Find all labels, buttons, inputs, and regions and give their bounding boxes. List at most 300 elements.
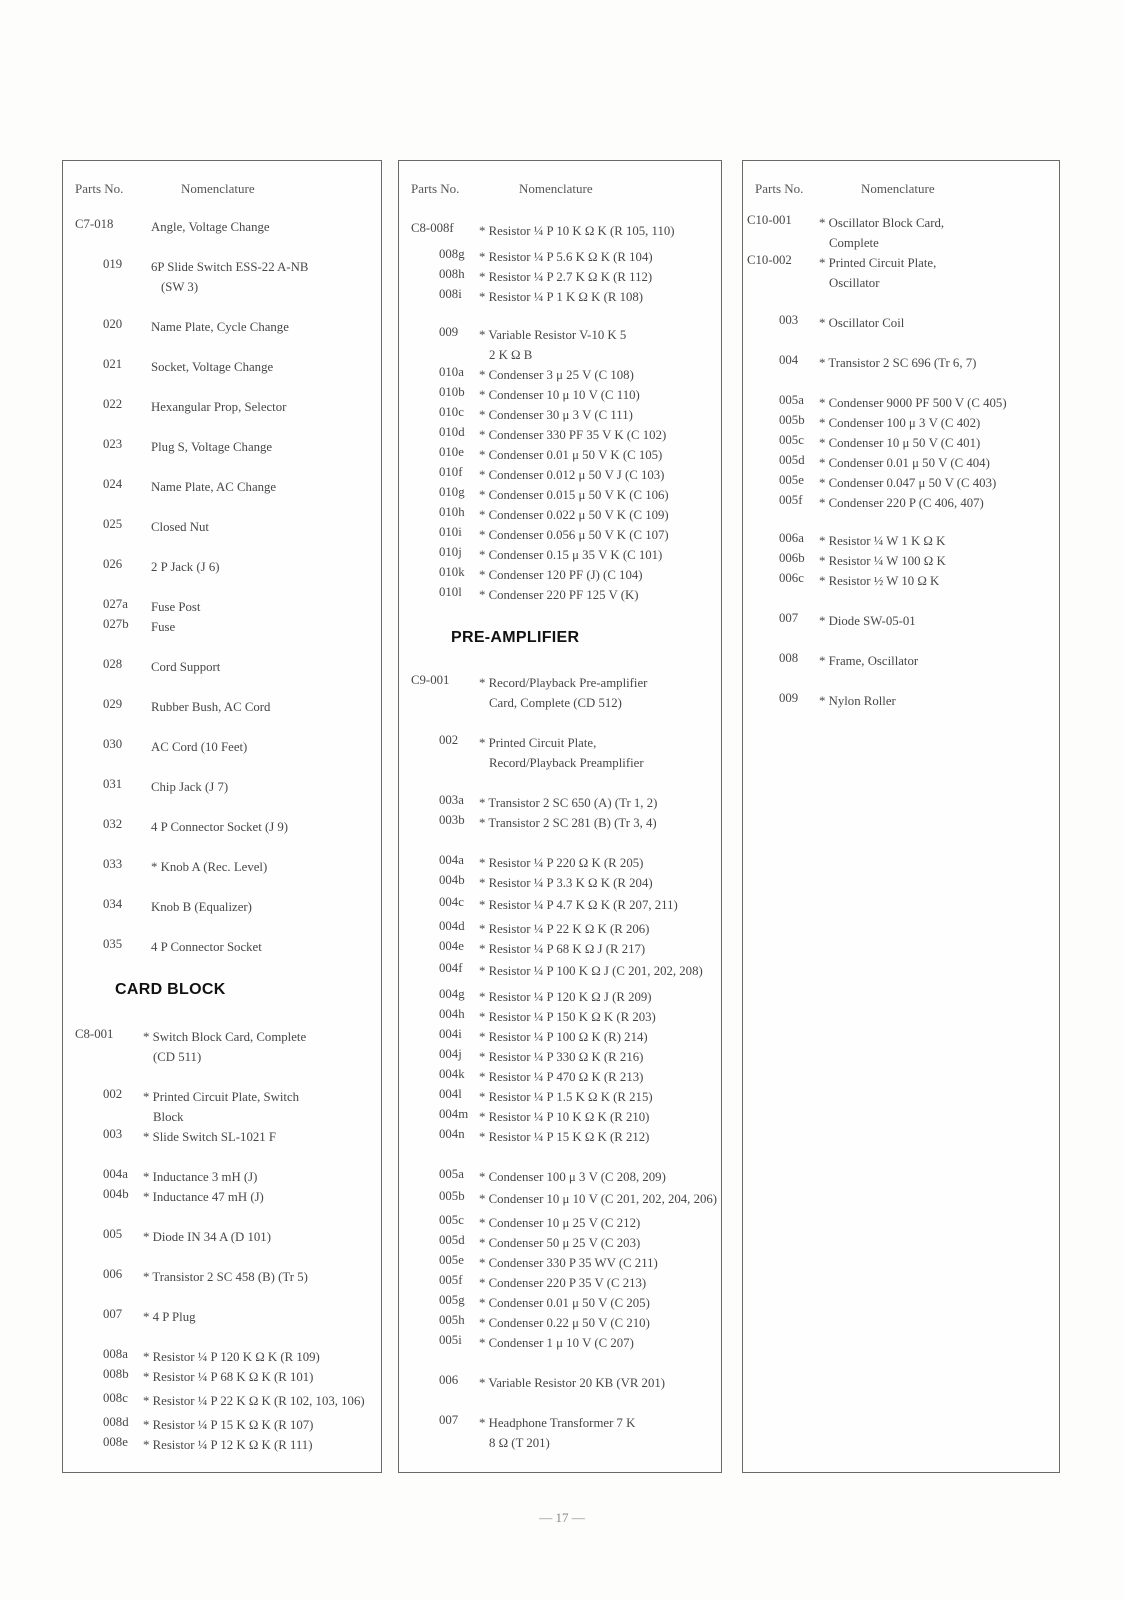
part-nomenclature — [819, 213, 944, 253]
nomenclature-line: * Condenser 220 P (C 406, 407) — [819, 496, 984, 510]
nomenclature-line: * Resistor ¼ P 3.3 K Ω K (R 204) — [479, 876, 653, 890]
part-nomenclature — [479, 1047, 643, 1067]
part-number: 010g — [439, 485, 465, 499]
part-number: C10-001 — [747, 213, 792, 227]
nomenclature-line: * Resistor ¼ P 220 Ω K (R 205) — [479, 856, 644, 870]
part-nomenclature — [479, 385, 640, 405]
part-number: 010l — [439, 585, 462, 599]
nomenclature-line: * Resistor ¼ P 12 K Ω K (R 111) — [143, 1438, 313, 1452]
part-number: 010d — [439, 425, 465, 439]
part-number: 006c — [779, 571, 804, 585]
part-nomenclature — [143, 1027, 306, 1067]
part-number: 008c — [103, 1391, 128, 1405]
nomenclature-line: * Resistor ¼ W 100 Ω K — [819, 554, 946, 568]
nomenclature-line: 4 P Connector Socket — [151, 940, 262, 954]
part-number: 005h — [439, 1313, 465, 1327]
nomenclature-line: * Condenser 0.047 μ 50 V (C 403) — [819, 476, 997, 490]
part-nomenclature — [479, 1333, 634, 1353]
part-number: 004a — [103, 1167, 128, 1181]
part-number: 005i — [439, 1333, 462, 1347]
part-nomenclature — [151, 517, 209, 537]
part-nomenclature — [479, 673, 647, 713]
part-nomenclature — [479, 485, 669, 505]
parts-column-1 — [62, 160, 382, 1473]
part-number: 010e — [439, 445, 464, 459]
part-number: 003 — [779, 313, 799, 327]
part-nomenclature — [143, 1347, 320, 1367]
part-number: 009 — [439, 325, 459, 339]
part-nomenclature — [143, 1435, 312, 1455]
nomenclature-line: * Condenser 100 μ 3 V (C 402) — [819, 416, 981, 430]
part-number: 004h — [439, 1007, 465, 1021]
part-number: 004f — [439, 961, 463, 975]
part-nomenclature — [479, 733, 644, 773]
nomenclature-line: * Condenser 9000 PF 500 V (C 405) — [819, 396, 1007, 410]
part-number: 021 — [103, 357, 123, 371]
part-number: 020 — [103, 317, 123, 331]
nomenclature-line: AC Cord (10 Feet) — [151, 740, 248, 754]
nomenclature-line: Name Plate, Cycle Change — [151, 320, 289, 334]
nomenclature-line: Rubber Bush, AC Cord — [151, 700, 271, 714]
part-number: 007 — [439, 1413, 459, 1427]
section-title-card-block: CARD BLOCK — [115, 981, 226, 998]
part-nomenclature — [479, 1167, 666, 1187]
part-number: 030 — [103, 737, 123, 751]
part-number: 010i — [439, 525, 462, 539]
nomenclature-line: * Record/Playback Pre-amplifier — [479, 676, 648, 690]
part-nomenclature — [151, 657, 220, 677]
nomenclature-line: * Resistor ¼ P 150 K Ω K (R 203) — [479, 1010, 656, 1024]
part-nomenclature — [479, 1273, 646, 1293]
part-number: 005e — [779, 473, 804, 487]
part-number: 006 — [439, 1373, 459, 1387]
part-number: 005a — [779, 393, 804, 407]
part-nomenclature — [819, 651, 918, 671]
nomenclature-line: * Diode IN 34 A (D 101) — [143, 1230, 271, 1244]
part-number: 004a — [439, 853, 464, 867]
part-nomenclature — [819, 253, 936, 293]
part-nomenclature — [819, 531, 945, 551]
part-nomenclature — [479, 287, 643, 307]
nomenclature-line: Cord Support — [151, 660, 221, 674]
nomenclature-line: * Resistor ¼ P 2.7 K Ω K (R 112) — [479, 270, 653, 284]
nomenclature-line: Fuse — [151, 620, 176, 634]
section-title-pre-amplifier: PRE-AMPLIFIER — [451, 629, 580, 646]
nomenclature-line: * Headphone Transformer 7 K — [479, 1416, 636, 1430]
part-number: 010h — [439, 505, 465, 519]
nomenclature-line: * Condenser 0.22 μ 50 V (C 210) — [479, 1316, 650, 1330]
nomenclature-line: Oscillator — [829, 276, 880, 290]
nomenclature-line: Card, Complete (CD 512) — [489, 696, 622, 710]
part-number: 005f — [439, 1273, 463, 1287]
part-number: 002 — [439, 733, 459, 747]
part-number: 005b — [779, 413, 805, 427]
part-number: 005d — [439, 1233, 465, 1247]
nomenclature-line: Plug S, Voltage Change — [151, 440, 273, 454]
nomenclature-line: * Printed Circuit Plate, — [479, 736, 597, 750]
nomenclature-line: Complete — [829, 236, 879, 250]
nomenclature-line: * Condenser 100 μ 3 V (C 208, 209) — [479, 1170, 666, 1184]
part-nomenclature — [151, 777, 228, 797]
part-number: 008i — [439, 287, 462, 301]
part-nomenclature — [819, 453, 990, 473]
nomenclature-line: * Slide Switch SL-1021 F — [143, 1130, 276, 1144]
part-nomenclature — [479, 585, 639, 605]
nomenclature-line: * Condenser 0.012 μ 50 V J (C 103) — [479, 468, 665, 482]
part-number: 029 — [103, 697, 123, 711]
nomenclature-line: * Transistor 2 SC 281 (B) (Tr 3, 4) — [479, 816, 657, 830]
nomenclature-line: * 4 P Plug — [143, 1310, 196, 1324]
part-number: 004 — [779, 353, 799, 367]
part-nomenclature — [479, 267, 652, 287]
part-nomenclature — [479, 793, 657, 813]
part-number: 005a — [439, 1167, 464, 1181]
nomenclature-line: 2 P Jack (J 6) — [151, 560, 220, 574]
nomenclature-line: * Condenser 30 μ 3 V (C 111) — [479, 408, 633, 422]
nomenclature-line: Angle, Voltage Change — [151, 220, 270, 234]
part-number: 031 — [103, 777, 123, 791]
part-number: 027a — [103, 597, 128, 611]
header-parts-no: Parts No. — [411, 181, 460, 196]
part-nomenclature — [479, 1313, 650, 1333]
part-nomenclature — [143, 1087, 299, 1127]
nomenclature-line: * Printed Circuit Plate, — [819, 256, 937, 270]
nomenclature-line: Hexangular Prop, Selector — [151, 400, 287, 414]
nomenclature-line: * Printed Circuit Plate, Switch — [143, 1090, 300, 1104]
part-nomenclature — [151, 817, 288, 837]
part-number: 024 — [103, 477, 123, 491]
part-number: 006b — [779, 551, 805, 565]
nomenclature-line: * Condenser 50 μ 25 V (C 203) — [479, 1236, 641, 1250]
nomenclature-line: * Resistor ¼ P 22 K Ω K (R 206) — [479, 922, 650, 936]
header-nomenclature: Nomenclature — [181, 181, 255, 196]
part-number: 005f — [779, 493, 803, 507]
part-nomenclature — [819, 393, 1007, 413]
part-nomenclature — [151, 477, 276, 497]
part-nomenclature — [479, 939, 645, 959]
nomenclature-line: Fuse Post — [151, 600, 201, 614]
part-number: 004j — [439, 1047, 462, 1061]
part-nomenclature — [143, 1367, 313, 1387]
nomenclature-line: * Oscillator Block Card, — [819, 216, 945, 230]
part-nomenclature — [151, 697, 270, 717]
part-nomenclature — [479, 873, 653, 893]
page-number: — 17 — — [539, 1510, 585, 1525]
part-number: 008 — [779, 651, 799, 665]
part-nomenclature — [143, 1415, 313, 1435]
part-number: 004k — [439, 1067, 465, 1081]
nomenclature-line: * Condenser 0.022 μ 50 V K (C 109) — [479, 508, 669, 522]
part-number: 028 — [103, 657, 123, 671]
part-nomenclature — [479, 1189, 717, 1209]
nomenclature-line: * Resistor ¼ P 100 K Ω J (C 201, 202, 208) — [479, 964, 703, 978]
part-number: 033 — [103, 857, 123, 871]
header-nomenclature: Nomenclature — [519, 181, 593, 196]
nomenclature-line: Name Plate, AC Change — [151, 480, 277, 494]
nomenclature-line: * Condenser 330 P 35 WV (C 211) — [479, 1256, 658, 1270]
part-number: 025 — [103, 517, 123, 531]
nomenclature-line: * Condenser 330 PF 35 V K (C 102) — [479, 428, 667, 442]
part-nomenclature — [479, 1233, 640, 1253]
part-nomenclature — [151, 257, 308, 297]
nomenclature-line: * Condenser 10 μ 10 V (C 110) — [479, 388, 640, 402]
part-nomenclature — [151, 897, 252, 917]
nomenclature-line: * Frame, Oscillator — [819, 654, 919, 668]
part-nomenclature — [151, 857, 267, 877]
nomenclature-line: * Resistor ¼ P 15 K Ω K (R 107) — [143, 1418, 314, 1432]
part-number: 003b — [439, 813, 465, 827]
part-nomenclature — [143, 1267, 308, 1287]
part-nomenclature — [479, 1027, 648, 1047]
nomenclature-line: * Resistor ¼ P 15 K Ω K (R 212) — [479, 1130, 650, 1144]
nomenclature-line: * Condenser 0.01 μ 50 V (C 404) — [819, 456, 990, 470]
nomenclature-line: * Resistor ¼ P 5.6 K Ω K (R 104) — [479, 250, 653, 264]
part-nomenclature — [143, 1167, 257, 1187]
part-nomenclature — [479, 425, 666, 445]
part-nomenclature — [151, 557, 219, 577]
part-number: 004e — [439, 939, 464, 953]
part-number: 008g — [439, 247, 465, 261]
part-number: C9-001 — [411, 673, 450, 687]
nomenclature-line: (SW 3) — [161, 280, 199, 294]
nomenclature-line: * Resistor ¼ P 120 K Ω K (R 109) — [143, 1350, 320, 1364]
nomenclature-line: * Resistor ¼ P 68 K Ω J (R 217) — [479, 942, 646, 956]
part-nomenclature — [819, 551, 946, 571]
part-number: 027b — [103, 617, 129, 631]
header-nomenclature: Nomenclature — [861, 181, 935, 196]
part-number: 008a — [103, 1347, 128, 1361]
part-number: 032 — [103, 817, 123, 831]
part-nomenclature — [819, 433, 980, 453]
nomenclature-line: * Resistor ¼ W 1 K Ω K — [819, 534, 946, 548]
nomenclature-line: * Inductance 47 mH (J) — [143, 1190, 264, 1204]
nomenclature-line: * Condenser 220 P 35 V (C 213) — [479, 1276, 647, 1290]
part-number: 010k — [439, 565, 465, 579]
part-nomenclature — [819, 353, 976, 373]
part-nomenclature — [479, 525, 669, 545]
part-nomenclature — [143, 1307, 196, 1327]
nomenclature-line: * Transistor 2 SC 650 (A) (Tr 1, 2) — [479, 796, 658, 810]
nomenclature-line: * Condenser 220 PF 125 V (K) — [479, 588, 639, 602]
part-number: 026 — [103, 557, 123, 571]
nomenclature-line: * Switch Block Card, Complete — [143, 1030, 307, 1044]
nomenclature-line: * Resistor ¼ P 22 K Ω K (R 102, 103, 106) — [143, 1394, 365, 1408]
part-number: 005c — [439, 1213, 464, 1227]
nomenclature-line: * Inductance 3 mH (J) — [143, 1170, 258, 1184]
part-nomenclature — [151, 737, 247, 757]
part-number: 005b — [439, 1189, 465, 1203]
part-number: 004b — [103, 1187, 129, 1201]
part-number: 007 — [779, 611, 799, 625]
part-number: 002 — [103, 1087, 123, 1101]
part-nomenclature — [479, 1253, 658, 1273]
nomenclature-line: * Transistor 2 SC 458 (B) (Tr 5) — [143, 1270, 308, 1284]
nomenclature-line: * Condenser 10 μ 10 V (C 201, 202, 204, 206) — [479, 1192, 718, 1206]
part-number: 004m — [439, 1107, 469, 1121]
part-number: 005 — [103, 1227, 123, 1241]
part-nomenclature — [151, 357, 273, 377]
part-nomenclature — [479, 325, 626, 365]
part-nomenclature — [151, 597, 200, 617]
nomenclature-line: * Resistor ¼ P 10 K Ω K (R 105, 110) — [479, 224, 675, 238]
part-number: 008b — [103, 1367, 129, 1381]
part-number: 034 — [103, 897, 123, 911]
nomenclature-line: * Condenser 3 μ 25 V (C 108) — [479, 368, 634, 382]
part-nomenclature — [151, 437, 272, 457]
part-nomenclature — [143, 1127, 276, 1147]
part-nomenclature — [479, 1067, 643, 1087]
part-nomenclature — [143, 1391, 365, 1411]
part-nomenclature — [819, 691, 896, 711]
part-number: 009 — [779, 691, 799, 705]
nomenclature-line: 6P Slide Switch ESS-22 A-NB — [151, 260, 309, 274]
part-nomenclature — [479, 445, 662, 465]
part-number: 008h — [439, 267, 465, 281]
nomenclature-line: * Condenser 10 μ 50 V (C 401) — [819, 436, 981, 450]
nomenclature-line: Block — [153, 1110, 184, 1124]
part-nomenclature — [479, 961, 703, 981]
part-nomenclature — [143, 1227, 271, 1247]
nomenclature-line: * Transistor 2 SC 696 (Tr 6, 7) — [819, 356, 977, 370]
nomenclature-line: * Condenser 0.015 μ 50 V K (C 106) — [479, 488, 669, 502]
part-number: 022 — [103, 397, 123, 411]
nomenclature-line: * Condenser 0.15 μ 35 V K (C 101) — [479, 548, 663, 562]
part-nomenclature — [479, 365, 634, 385]
nomenclature-line: Record/Playback Preamplifier — [489, 756, 644, 770]
nomenclature-line: * Condenser 0.01 μ 50 V K (C 105) — [479, 448, 663, 462]
nomenclature-line: * Condenser 10 μ 25 V (C 212) — [479, 1216, 641, 1230]
nomenclature-line: * Resistor ¼ P 1.5 K Ω K (R 215) — [479, 1090, 653, 1104]
part-number: 004d — [439, 919, 465, 933]
part-nomenclature — [479, 1293, 650, 1313]
part-nomenclature — [819, 571, 939, 591]
nomenclature-line: * Resistor ¼ P 470 Ω K (R 213) — [479, 1070, 644, 1084]
part-number: 005d — [779, 453, 805, 467]
nomenclature-line: Chip Jack (J 7) — [151, 780, 229, 794]
part-nomenclature — [819, 413, 980, 433]
nomenclature-line: * Condenser 1 μ 10 V (C 207) — [479, 1336, 634, 1350]
part-nomenclature — [479, 545, 662, 565]
part-number: 035 — [103, 937, 123, 951]
part-nomenclature — [479, 813, 657, 833]
part-number: 004n — [439, 1127, 465, 1141]
part-number: 010j — [439, 545, 462, 559]
part-number: 019 — [103, 257, 123, 271]
nomenclature-line: * Resistor ¼ P 4.7 K Ω K (R 207, 211) — [479, 898, 678, 912]
part-number: 010c — [439, 405, 464, 419]
part-number: 005e — [439, 1253, 464, 1267]
part-nomenclature — [479, 221, 675, 241]
part-number: 004l — [439, 1087, 462, 1101]
part-nomenclature — [479, 919, 649, 939]
part-number: 006a — [779, 531, 804, 545]
part-nomenclature — [151, 317, 289, 337]
part-nomenclature — [479, 1107, 649, 1127]
nomenclature-line: Knob B (Equalizer) — [151, 900, 252, 914]
part-number: 007 — [103, 1307, 123, 1321]
part-number: 003 — [103, 1127, 123, 1141]
nomenclature-line: * Resistor ¼ P 330 Ω K (R 216) — [479, 1050, 644, 1064]
part-nomenclature — [479, 505, 669, 525]
nomenclature-line: * Oscillator Coil — [819, 316, 905, 330]
part-nomenclature — [479, 895, 678, 915]
part-number: 010a — [439, 365, 464, 379]
part-nomenclature — [479, 1373, 665, 1393]
part-nomenclature — [143, 1187, 264, 1207]
part-nomenclature — [479, 1413, 635, 1453]
part-number: C10-002 — [747, 253, 792, 267]
header-parts-no: Parts No. — [755, 181, 804, 196]
nomenclature-line: * Resistor ¼ P 68 K Ω K (R 101) — [143, 1370, 314, 1384]
part-nomenclature — [819, 313, 904, 333]
parts-column-2 — [398, 160, 722, 1473]
nomenclature-line: * Variable Resistor 20 KB (VR 201) — [479, 1376, 666, 1390]
part-nomenclature — [819, 493, 984, 513]
part-nomenclature — [479, 1087, 653, 1107]
part-nomenclature — [479, 853, 643, 873]
part-number: C8-008f — [411, 221, 454, 235]
nomenclature-line: 4 P Connector Socket (J 9) — [151, 820, 289, 834]
part-number: 005g — [439, 1293, 465, 1307]
part-number: 005c — [779, 433, 804, 447]
part-nomenclature — [479, 987, 652, 1007]
part-number: 003a — [439, 793, 464, 807]
part-number: 008d — [103, 1415, 129, 1429]
nomenclature-line: * Nylon Roller — [819, 694, 896, 708]
nomenclature-line: * Knob A (Rec. Level) — [151, 860, 268, 874]
part-nomenclature — [479, 1127, 649, 1147]
part-nomenclature — [479, 465, 664, 485]
part-number: 004i — [439, 1027, 462, 1041]
part-nomenclature — [151, 397, 286, 417]
part-number: 004g — [439, 987, 465, 1001]
part-number: C8-001 — [75, 1027, 114, 1041]
nomenclature-line: * Variable Resistor V-10 K 5 — [479, 328, 627, 342]
part-nomenclature — [479, 247, 653, 267]
nomenclature-line: Socket, Voltage Change — [151, 360, 274, 374]
part-number: 004c — [439, 895, 464, 909]
part-number: 004b — [439, 873, 465, 887]
nomenclature-line: 2 K Ω B — [489, 348, 533, 362]
part-nomenclature — [819, 611, 916, 631]
nomenclature-line: * Diode SW-05-01 — [819, 614, 916, 628]
nomenclature-line: Closed Nut — [151, 520, 209, 534]
part-number: C7-018 — [75, 217, 114, 231]
part-nomenclature — [151, 217, 270, 237]
part-nomenclature — [151, 937, 262, 957]
part-nomenclature — [151, 617, 175, 637]
nomenclature-line: * Condenser 0.01 μ 50 V (C 205) — [479, 1296, 650, 1310]
part-number: 010b — [439, 385, 465, 399]
part-nomenclature — [479, 565, 643, 585]
nomenclature-line: * Resistor ½ W 10 Ω K — [819, 574, 940, 588]
part-number: 008e — [103, 1435, 128, 1449]
nomenclature-line: * Resistor ¼ P 1 K Ω K (R 108) — [479, 290, 644, 304]
part-nomenclature — [819, 473, 996, 493]
part-number: 010f — [439, 465, 463, 479]
nomenclature-line: (CD 511) — [153, 1050, 202, 1064]
part-nomenclature — [479, 1007, 656, 1027]
header-parts-no: Parts No. — [75, 181, 124, 196]
nomenclature-line: 8 Ω (T 201) — [489, 1436, 550, 1450]
nomenclature-line: * Condenser 120 PF (J) (C 104) — [479, 568, 643, 582]
part-number: 023 — [103, 437, 123, 451]
part-nomenclature — [479, 405, 633, 425]
part-nomenclature — [479, 1213, 640, 1233]
parts-column-3 — [742, 160, 1060, 1473]
nomenclature-line: * Resistor ¼ P 100 Ω K (R) 214) — [479, 1030, 648, 1044]
part-number: 006 — [103, 1267, 123, 1281]
